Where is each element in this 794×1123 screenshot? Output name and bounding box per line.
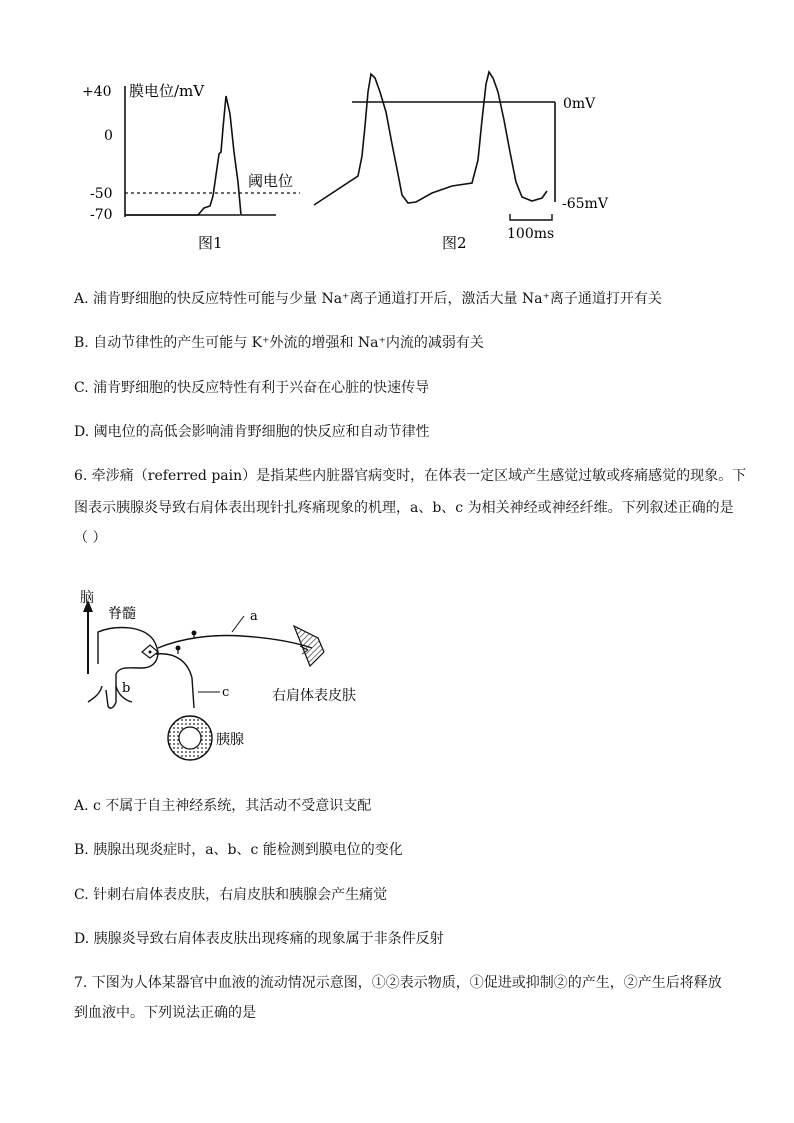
label-b: b [122, 681, 131, 696]
q7-stem-line1: 7. 下图为人体某器官中血液的流动情况示意图，①②表示物质，①促进或抑制②的产生，②产生后将释放 [74, 975, 722, 991]
brain-label: 脑 [80, 590, 94, 606]
fig2-scale-label: 100ms [507, 226, 555, 242]
label-c: c [222, 685, 230, 700]
q6-stem-line3: （ ） [74, 530, 107, 546]
label-a: a [250, 609, 258, 624]
spinal-cord-label: 脊髓 [108, 606, 136, 622]
q5-option-d: D. 阈电位的高低会影响浦肯野细胞的快反应和自动节律性 [74, 424, 430, 440]
q6-option-a: A. c 不属于自主神经系统，其活动不受意识支配 [74, 798, 372, 814]
q6-stem-line1: 6. 牵涉痛（referred pain）是指某些内脏器官病变时，在体表一定区域产生感觉过敏或疼痛感觉的现象。下 [74, 468, 747, 484]
pancreas-label: 胰腺 [216, 732, 244, 748]
fig2-scale-bar [510, 214, 552, 220]
q7-stem-line2: 到血液中。下列说法正确的是 [74, 1005, 256, 1021]
fig1-tick-40: +40 [82, 84, 112, 100]
q5-option-c: C. 浦肯野细胞的快反应特性有利于兴奋在心脏的快速传导 [74, 380, 430, 396]
fig1-threshold-label: 阈电位 [248, 172, 294, 190]
nerve-a [158, 636, 312, 649]
pancreas-inner [179, 727, 201, 749]
skin-label: 右肩体表皮肤 [272, 688, 356, 704]
q6-stem-line2: 图表示胰腺炎导致右肩体表出现针扎疼痛现象的机理，a、b、c 为相关神经或神经纤维。下列叙述正确的是 [74, 500, 734, 516]
q5-option-b: B. 自动节律性的产生可能与 K⁺外流的增强和 Na⁺内流的减弱有关 [74, 335, 484, 351]
fig1-tick-0: 0 [104, 128, 113, 144]
fig1-action-potential [125, 96, 276, 215]
fig1-y-title: 膜电位/mV [129, 82, 205, 100]
fig1-tick-neg70: -70 [90, 207, 113, 223]
synapse-dot [149, 651, 152, 654]
skin-patch [294, 626, 324, 666]
fig2-label-0mv: 0mV [563, 96, 596, 112]
q6-option-d: D. 胰腺炎导致右肩体表皮肤出现疼痛的现象属于非条件反射 [74, 931, 444, 947]
referred-pain-diagram [72, 582, 372, 772]
figure2-chart [312, 64, 622, 259]
q6-option-b: B. 胰腺出现炎症时，a、b、c 能检测到膜电位的变化 [74, 842, 403, 858]
fig2-label-neg65: -65mV [562, 196, 608, 212]
fig1-tick-neg50: -50 [90, 186, 113, 202]
q6-option-c: C. 针刺右肩体表皮肤，右肩皮肤和胰腺会产生痛觉 [74, 887, 388, 903]
fig1-caption: 图1 [198, 234, 223, 252]
q5-option-a: A. 浦肯野细胞的快反应特性可能与少量 Na⁺离子通道打开后，激活大量 Na⁺离子通道打开有关 [74, 291, 662, 307]
figure1-chart [80, 72, 310, 257]
fig2-waveform [314, 72, 547, 205]
fig2-caption: 图2 [442, 234, 467, 252]
nerve-c [156, 654, 194, 708]
